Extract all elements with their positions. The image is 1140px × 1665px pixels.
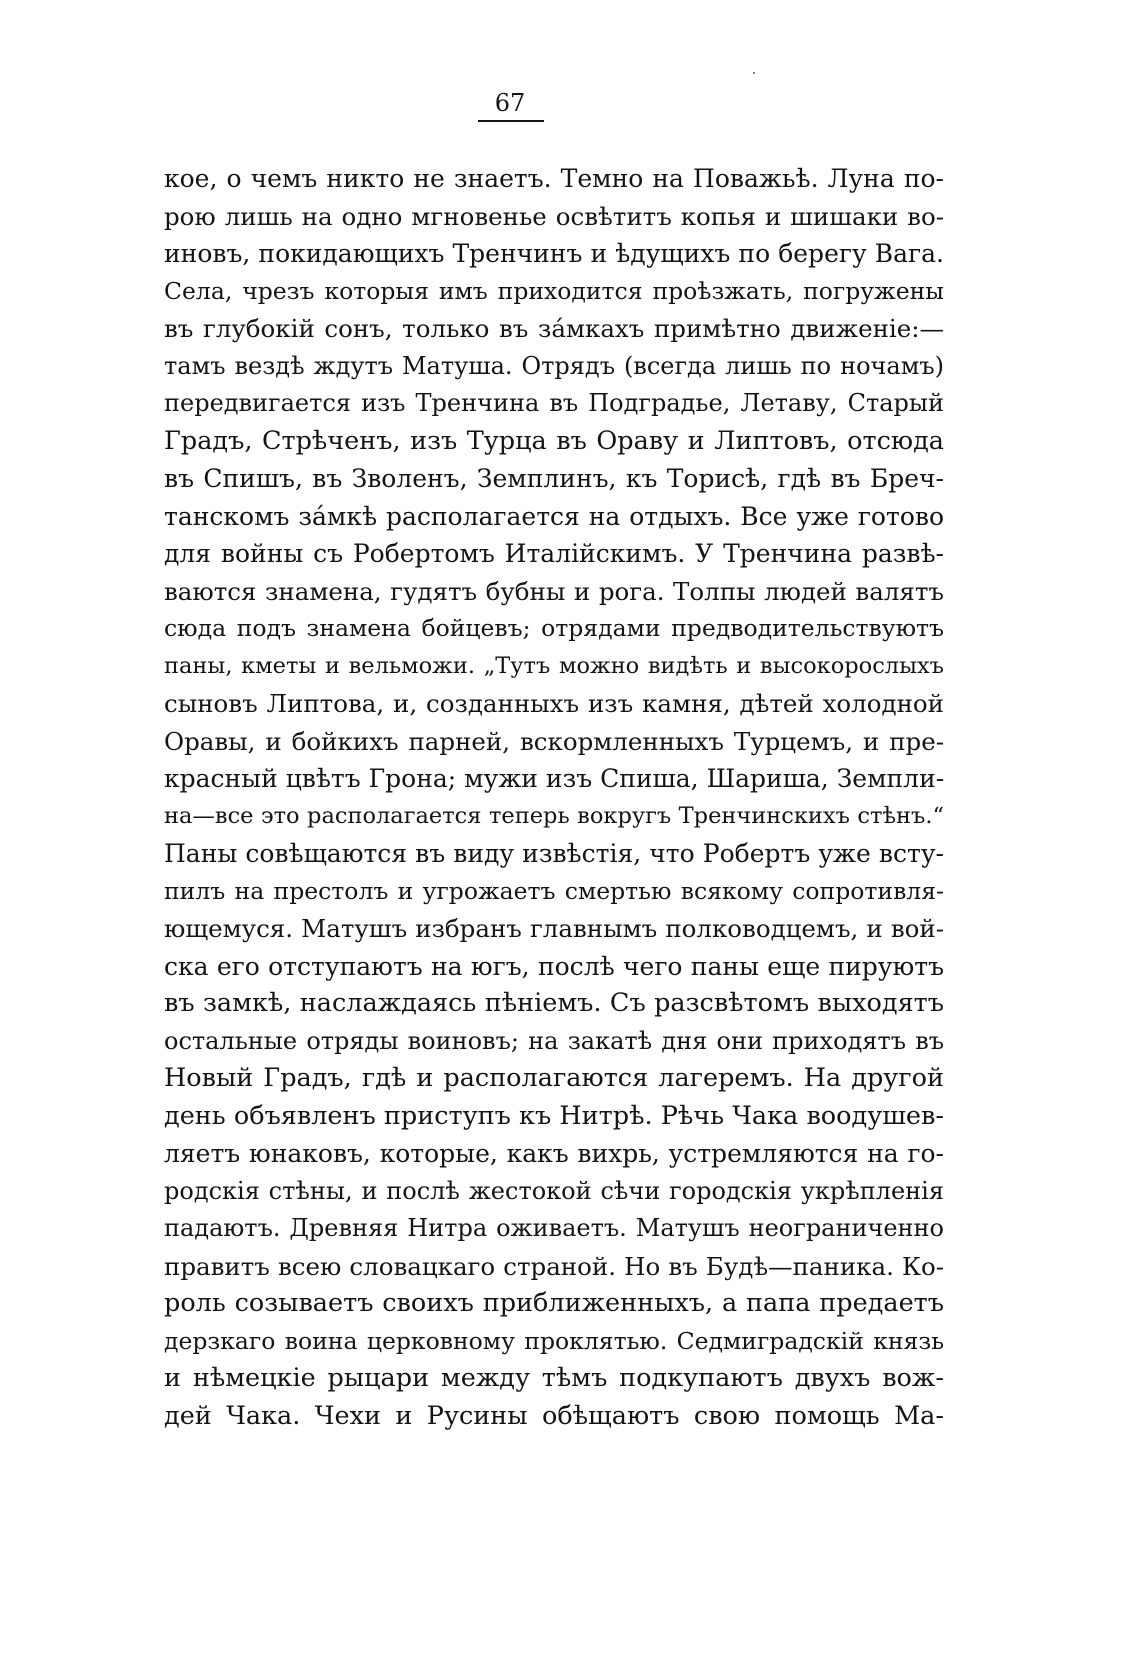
text-line: для войны съ Робертомъ Италійскимъ. У Тренчина развѣ- bbox=[164, 539, 944, 568]
text-line: Села, чрезъ которыя имъ приходится проѣзжать, погружены bbox=[164, 276, 944, 305]
text-line: кое, о чемъ никто не знаетъ. Темно на Поважьѣ. Луна по- bbox=[164, 164, 944, 193]
text-line: родскія стѣны, и послѣ жестокой сѣчи городскія укрѣпленія bbox=[164, 1176, 944, 1205]
text-line: красный цвѣтъ Грона; мужи изъ Спиша, Шариша, Земпли- bbox=[164, 764, 945, 793]
text-line: паны, кметы и вельможи. „Тутъ можно видѣть и высокорослыхъ bbox=[164, 652, 944, 679]
text-line: сюда подъ знамена бойцевъ; отрядами предводительствуютъ bbox=[164, 614, 944, 642]
text-line: въ глубокій сонъ, только въ зáмкахъ примѣтно движеніе:— bbox=[164, 314, 944, 343]
text-line: падаютъ. Древняя Нитра оживаетъ. Матушъ неограниченно bbox=[164, 1214, 944, 1242]
text-line: въ Спишъ, въ Зволенъ, Земплинъ, къ Торисѣ, гдѣ въ Бреч- bbox=[164, 464, 944, 493]
text-line: въ замкѣ, наслаждаясь пѣніемъ. Съ разсвѣтомъ выходятъ bbox=[164, 988, 944, 1018]
text-line: Паны совѣщаются въ виду извѣстія, что Робертъ уже всту- bbox=[164, 839, 944, 868]
text-line: Оравы, и бойкихъ парней, вскормленныхъ Турцемъ, и пре- bbox=[164, 726, 944, 756]
text-line: тамъ вездѣ ждутъ Матуша. Отрядъ (всегда лишь по ночамъ) bbox=[164, 351, 944, 380]
text-line: передвигается изъ Тренчина въ Подградье, Летаву, Старый bbox=[164, 389, 944, 417]
scan-speck bbox=[753, 72, 755, 74]
text-line: ющемуся. Матушъ избранъ главнымъ полководцемъ, и вой- bbox=[164, 914, 944, 943]
page-number-rule bbox=[478, 120, 544, 122]
text-line: правитъ всею словацкаго страной. Но въ Будѣ—паника. Ко- bbox=[164, 1251, 944, 1281]
text-line: ска его отступаютъ на югъ, послѣ чего паны еще пируютъ bbox=[164, 951, 944, 981]
text-line: остальные отряды воиновъ; на закатѣ дня они приходятъ въ bbox=[164, 1026, 944, 1055]
text-line: Градъ, Стрѣченъ, изъ Турца въ Ораву и Липтовъ, отсюда bbox=[164, 425, 944, 456]
body-text bbox=[164, 160, 944, 1435]
text-line: ляетъ юнаковъ, которые, какъ вихрь, устремляются на го- bbox=[164, 1139, 944, 1168]
text-line: сыновъ Липтова, и, созданныхъ изъ камня, дѣтей холодной bbox=[164, 689, 944, 718]
text-line: иновъ, покидающихъ Тренчинъ и ѣдущихъ по берегу Вага. bbox=[164, 239, 944, 268]
text-line: танскомъ зáмкѣ располагается на отдыхъ. Все уже готово bbox=[164, 501, 944, 531]
text-line: ваются знамена, гудятъ бубны и рога. Толпы людей валятъ bbox=[164, 576, 944, 606]
text-line: день объявленъ приступъ къ Нитрѣ. Рѣчь Чака воодушев- bbox=[164, 1100, 944, 1131]
page-number: 67 bbox=[494, 89, 526, 117]
text-line: и нѣмецкіе рыцари между тѣмъ подкупаютъ двухъ вож- bbox=[164, 1363, 944, 1393]
text-line: дерзкаго воина церковному проклятью. Седмиградскій князь bbox=[164, 1326, 944, 1355]
text-line: роль созываетъ своихъ приближенныхъ, а папа предаетъ bbox=[164, 1288, 944, 1318]
text-line: рою лишь на одно мгновенье освѣтитъ копья и шишаки во- bbox=[164, 201, 944, 231]
text-line: Новый Градъ, гдѣ и располагаются лагеремъ. На другой bbox=[164, 1063, 944, 1093]
text-line: дей Чака. Чехи и Русины обѣщаютъ свою помощь Ма- bbox=[164, 1400, 944, 1431]
text-line: пилъ на престолъ и угрожаетъ смертью всякому сопротивля- bbox=[164, 876, 944, 905]
text-line: на—все это располагается теперь вокругъ Тренчинскихъ стѣнъ.“ bbox=[164, 802, 944, 829]
